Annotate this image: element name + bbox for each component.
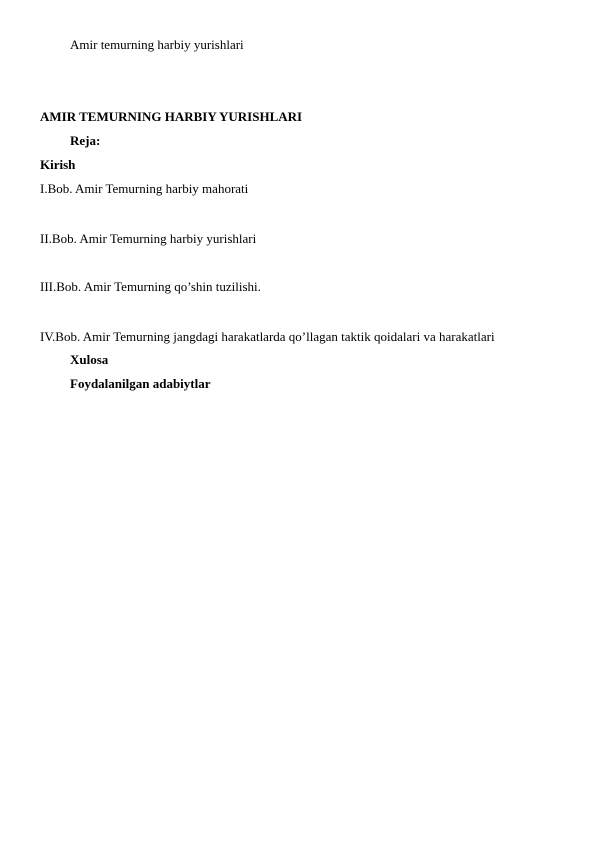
running-header: Amir temurning harbiy yurishlari <box>70 37 244 52</box>
toc-item-conclusion: Xulosa <box>70 352 109 367</box>
plan-label: Reja: <box>70 133 101 148</box>
toc-item-chapter-4: IV.Bob. Amir Temurning jangdagi harakatlarda qo’llagan taktik qoidalari va harakatlari <box>40 329 495 344</box>
document-title: AMIR TEMURNING HARBIY YURISHLARI <box>40 109 303 124</box>
toc-item-chapter-1: I.Bob. Amir Temurning harbiy mahorati <box>40 181 249 196</box>
toc-item-chapter-2: II.Bob. Amir Temurning harbiy yurishlari <box>40 231 257 246</box>
toc-item-references: Foydalanilgan adabiytlar <box>70 376 211 391</box>
toc-item-intro: Kirish <box>40 157 76 172</box>
toc-item-chapter-3: III.Bob. Amir Temurning qo’shin tuzilishi. <box>40 279 261 294</box>
